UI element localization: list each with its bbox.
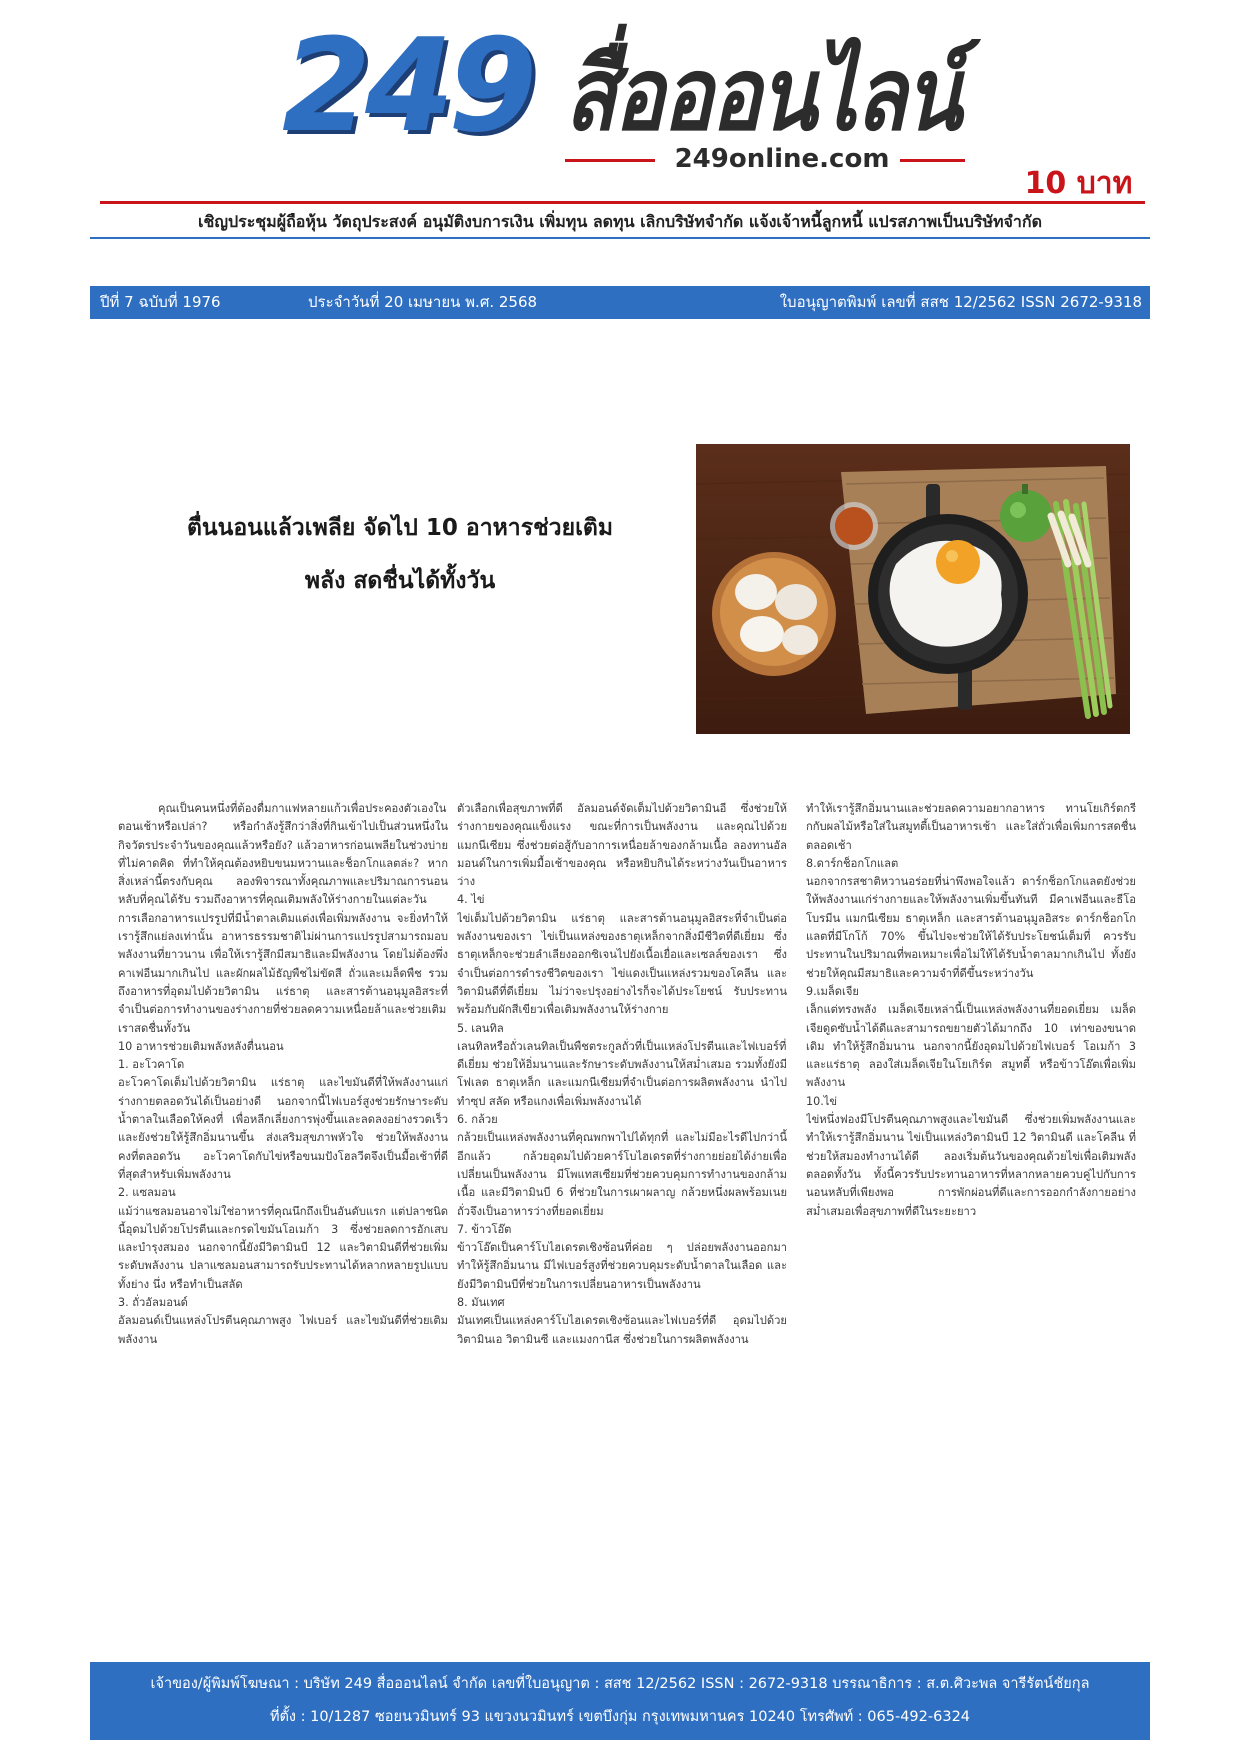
col2-paragraph: ตัวเลือกเพื่อสุขภาพที่ดี อัลมอนด์จัดเต็มไปด้วยวิตามินอี ซึ่งช่วยให้ร่างกายของคุณแข็งแรง ขณะที่การเป็นพลังงาน และคุณไปด้วยแมกนีเซียม ซึ่งช่วยต่อสู้กับอาการเหนื่อยล้าของกล้ามเนื้อ ลองทานอัลมอนด์ในการเพิ่มมื้อเช้าของคุณ หรือหยิบกินได้ระหว่างวันเป็นอาหารว่าง xyxy=(457,802,787,889)
issue-date: ประจำวันที่ 20 เมษายน พ.ศ. 2568 xyxy=(308,293,538,311)
col2-subheading: 5. เลนทิล xyxy=(457,1021,504,1035)
col1-paragraph: อะโวคาโดเต็มไปด้วยวิตามิน แร่ธาตุ และไขมันดีที่ให้พลังงานแก่ร่างกายตลอดวันได้เป็นอย่างดี นอกจากนี้ไฟเบอร์สูงช่วยรักษาระดับน้ำตาลในเลือดให้คงที่ เพื่อหลีกเลี่ยงการพุ่งขึ้นและลดลงอย่างรวดเร็ว และยังช่วยให้รู้สึกอิ่มนานขึ้น ส่งเสริมสุขภาพหัวใจ ช่วยให้พลังงานคงที่ตลอดวัน อะโวคาโดกับไข่หรือขนมปังโฮลวีตจึงเป็นมื้อเช้าที่ดีที่สุดสำหรับเพิ่มพลังงาน xyxy=(118,1076,448,1181)
col3-subheading: 10.ไข่ xyxy=(806,1094,838,1108)
issue-info-bar xyxy=(90,286,1150,319)
col1-paragraph: แม้ว่าแซลมอนอาจไม่ใช่อาหารที่คุณนึกถึงเป็นอันดับแรก แต่ปลาชนิดนี้อุดมไปด้วยโปรตีนและกรดไขมันโอเมก้า 3 ซึ่งช่วยลดการอักเสบและบำรุงสมอง นอกจากนี้ยังมีวิตามินบี 12 และวิตามินดีที่ช่วยเพิ่มระดับพลังงาน ปลาแซลมอนสามารถรับประทานได้หลากหลายรูปแบบ ทั้งย่าง นึ่ง หรือทำเป็นสลัด xyxy=(118,1204,448,1291)
masthead-tagline: เชิญประชุมผู้ถือหุ้น วัตถุประสงค์ อนุมัติงบการเงิน เพิ่มทุน ลดทุน เลิกบริษัทจำกัด แจ้งเจ้าหนี้ลูกหนี้ แปรสภาพเป็นบริษัทจำกัด xyxy=(198,212,1042,231)
col2-subheading: 8. มันเทศ xyxy=(457,1296,505,1310)
col1-paragraph: การเลือกอาหารแปรรูปที่มีน้ำตาลเติมแต่งเพื่อเพิ่มพลังงาน จะยิ่งทำให้เรารู้สึกแย่ลงเท่านั้น อาหารธรรมชาติไม่ผ่านการแปรรูปสามารถมอบพลังงานที่ยาวนาน เพื่อให้เรารู้สึกมีสมาธิและมีพลังงาน โดยไม่ต้องพึ่งคาเฟอีนมากเกินไป และผักผลไม้ธัญพืชไม่ขัดสี ถั่วและเมล็ดพืช รวมถึงอาหารที่อุดมไปด้วยวิตามิน แร่ธาตุ และสารต้านอนุมูลอิสระที่จำเป็นต่อการทำงานของร่างกายที่ช่วยลดความเหนื่อยล้าและช่วยเติมเราสดชื่นทั้งวัน xyxy=(118,911,448,1035)
article-column-2 xyxy=(457,800,787,1560)
col3-paragraph: นอกจากรสชาติหวานอร่อยที่น่าพึงพอใจแล้ว ดาร์กช็อกโกแลตยังช่วยให้พลังงานแก่ร่างกายและให้พลังงานเพิ่มขึ้นทันที มีคาเฟอีนและธีโอโบรมีน แมกนีเซียม ธาตุเหล็ก และสารต้านอนุมูลอิสระ ดาร์กช็อกโกแลตที่มีโกโก้ 70% ขึ้นไปจะช่วยให้ได้รับประโยชน์เต็มที่ ควรรับประทานในปริมาณที่พอเหมาะเพื่อไม่ให้ได้รับน้ำตาลมากเกินไป ทั้งยังช่วยให้คุณมีสมาธิและความจำที่ดีขึ้นระหว่างวัน xyxy=(806,875,1136,980)
col2-paragraph: ข้าวโอ๊ตเป็นคาร์โบไฮเดรตเชิงซ้อนที่ค่อย ๆ ปล่อยพลังงานออกมา ทำให้รู้สึกอิ่มนาน มีไฟเบอร์สูงที่ช่วยควบคุมระดับน้ำตาลในเลือด และยังมีวิตามินบีที่ช่วยในการเปลี่ยนอาหารเป็นพลังงาน xyxy=(457,1241,787,1291)
logo-divider-right xyxy=(900,159,965,162)
logo-site-url: 249online.com xyxy=(674,144,890,174)
col2-paragraph: กล้วยเป็นแหล่งพลังงานที่คุณพกพาไปได้ทุกที่ และไม่มีอะไรดีไปกว่านี้อีกแล้ว กล้วยอุดมไปด้วยคาร์โบไฮเดรตที่ร่างกายย่อยได้ง่ายเพื่อเปลี่ยนเป็นพลังงาน มีโพแทสเซียมที่ช่วยควบคุมการทำงานของกล้ามเนื้อ และมีวิตามินบี 6 ที่ช่วยในการเผาผลาญ กล้วยหนึ่งผลพร้อมเนยถั่วจึงเป็นอาหารว่างที่ยอดเยี่ยม xyxy=(457,1131,787,1218)
egg-yolk xyxy=(936,540,980,584)
article-headline xyxy=(120,502,680,612)
publisher-footer xyxy=(90,1662,1150,1740)
food-photo-icon xyxy=(696,444,1130,734)
col1-subheading: 2. แซลมอน xyxy=(118,1186,176,1200)
issue-license: ใบอนุญาตพิมพ์ เลขที่ สสช 12/2562 ISSN 2672-9318 xyxy=(779,293,1142,311)
col2-paragraph: ไข่เต็มไปด้วยวิตามิน แร่ธาตุ และสารต้านอนุมูลอิสระที่จำเป็นต่อพลังงานของเรา ไข่เป็นแหล่งของธาตุเหล็กจากสิ่งมีชีวิตที่ดีเยี่ยม ซึ่งธาตุเหล็กจะช่วยลำเลียงออกซิเจนไปยังเนื้อเยื่อและเซลล์ของเรา ซึ่งจำเป็นต่อการดำรงชีวิตของเรา ไข่แดงเป็นแหล่งรวมของโคลีน และวิตามินดีที่ดีเยี่ยม ไม่ว่าจะปรุงอย่างไรก็จะได้ประโยชน์ รับประทานพร้อมกับผักสีเขียวเพื่อเติมพลังงานให้ร่างกาย xyxy=(457,911,787,1017)
egg-bowl xyxy=(712,552,836,676)
col2-subheading: 7. ข้าวโอ๊ต xyxy=(457,1222,512,1236)
footer-address-line: ที่ตั้ง : 10/1287 ซอยนวมินทร์ 93 แขวงนวมินทร์ เขตบึงกุ่ม กรุงเทพมหานคร 10240 โทรศัพท์ : 065-492-6324 xyxy=(269,1709,971,1725)
col3-paragraph: ทำให้เรารู้สึกอิ่มนานและช่วยลดความอยากอาหาร ทานโยเกิร์ตกรีกกับผลไม้หรือใส่ในสมูทตี้เป็นอาหารเช้า และใส่ถั่วเพื่อเพิ่มการสดชื่นตลอดเช้า xyxy=(806,802,1136,852)
col2-subheading: 6. กล้วย xyxy=(457,1113,498,1127)
logo-number: 249 xyxy=(282,12,532,161)
col2-paragraph: เลนทิลหรือถั่วเลนทิลเป็นพืชตระกูลถั่วที่เป็นแหล่งโปรตีนและไฟเบอร์ที่ดีเยี่ยม ช่วยให้อิ่มนานและรักษาระดับพลังงานให้สม่ำเสมอ รวมทั้งยังมีโฟเลต ธาตุเหล็ก และแมกนีเซียมที่จำเป็นต่อการผลิตพลังงาน นำไปทำซุป สลัด หรือแกงเพื่อเพิ่มพลังงานได้ xyxy=(457,1039,787,1108)
col1-subheading: 1. อะโวคาโด xyxy=(118,1058,185,1072)
col1-paragraph: อัลมอนด์เป็นแหล่งโปรตีนคุณภาพสูง ไฟเบอร์ และไขมันดีที่ช่วยเติมพลังงาน xyxy=(118,1314,448,1346)
col2-subheading: 4. ไข่ xyxy=(457,893,485,907)
logo-divider-left xyxy=(565,159,655,162)
col1-subheading: 10 อาหารช่วยเติมพลังหลังตื่นนอน xyxy=(118,1039,284,1053)
masthead-red-rule xyxy=(100,201,1145,204)
col1-paragraph: คุณเป็นคนหนึ่งที่ต้องดื่มกาแฟหลายแก้วเพื่อประคองตัวเองในตอนเช้าหรือเปล่า? หรือกำลังรู้สึกว่าสิ่งที่กินเข้าไปเป็นส่วนหนึ่งในกิจวัตรประจำวันของคุณแล้วหรือยัง? แล้วอาหารก่อนเพลียในช่วงบ่ายที่ไม่คาดคิด ที่ทำให้คุณต้องหยิบขนมหวานและช็อกโกแลตล่ะ? หากสิ่งเหล่านี้ตรงกับคุณ ลองพิจารณาทั้งคุณภาพและปริมาณการนอนหลับที่คุณได้รับ รวมถึงอาหารที่คุณเติมพลังให้ร่างกายในแต่ละวัน xyxy=(118,802,448,907)
col2-paragraph: มันเทศเป็นแหล่งคาร์โบไฮเดรตเชิงซ้อนและไฟเบอร์ที่ดี อุดมไปด้วยวิตามินเอ วิตามินซี และแมงกานีส ซึ่งช่วยในการผลิตพลังงาน xyxy=(457,1314,787,1346)
article-column-1 xyxy=(118,800,448,1560)
honey-glass xyxy=(830,502,878,550)
col1-subheading: 3. ถั่วอัลมอนด์ xyxy=(118,1296,188,1310)
col3-subheading: 8.ดาร์กช็อกโกแลต xyxy=(806,856,899,870)
col3-subheading: 9.เมล็ดเจีย xyxy=(806,984,859,998)
footer-publisher-line: เจ้าของ/ผู้พิมพ์โฆษณา : บริษัท 249 สื่อออนไลน์ จำกัด เลขที่ใบอนุญาต : สสช 12/2562 ISSN : 2672-9318 บรรณาธิการ : ส.ต.ศิวะพล จารีรัตน์ชัยกุล xyxy=(150,1676,1090,1692)
price-label: 10 บาท xyxy=(1024,166,1133,201)
logo-thai-text: สื่อออนไลน์ xyxy=(565,35,961,153)
headline-line-2: พลัง สดชื่นได้ทั้งวัน xyxy=(304,568,496,594)
masthead-blue-rule xyxy=(90,237,1150,239)
col3-paragraph: ไข่หนึ่งฟองมีโปรตีนคุณภาพสูงและไขมันดี ซึ่งช่วยเพิ่มพลังงานและทำให้เรารู้สึกอิ่มนาน ไข่เป็นแหล่งวิตามินบี 12 วิตามินดี และโคลีน ที่ช่วยให้สมองทำงานได้ดี ลองเริ่มต้นวันของคุณด้วยไข่เพื่อเติมพลังตลอดทั้งวัน ทั้งนี้ควรรับประทานอาหารที่หลากหลายควบคู่ไปกับการนอนหลับที่เพียงพอ การพักผ่อนที่ดีและการออกกำลังกายอย่างสม่ำเสมอเพื่อสุขภาพที่ดีในระยะยาว xyxy=(806,1113,1136,1218)
issue-volume: ปีที่ 7 ฉบับที่ 1976 xyxy=(100,293,221,311)
headline-line-1: ตื่นนอนแล้วเพลีย จัดไป 10 อาหารช่วยเติม xyxy=(186,515,614,541)
article-column-3 xyxy=(806,800,1136,1560)
col3-paragraph: เล็กแต่ทรงพลัง เมล็ดเจียเหล่านี้เป็นแหล่งพลังงานที่ยอดเยี่ยม เมล็ดเจียดูดซับน้ำได้ดีและสามารถขยายตัวได้มากถึง 10 เท่าของขนาดเดิม ทำให้รู้สึกอิ่มนาน นอกจากนี้ยังอุดมไปด้วยไฟเบอร์ โอเมก้า 3 และแร่ธาตุ ลองใส่เมล็ดเจียในโยเกิร์ต สมูทตี้ หรือข้าวโอ๊ตเพื่อเพิ่มพลังงาน xyxy=(806,1003,1136,1090)
